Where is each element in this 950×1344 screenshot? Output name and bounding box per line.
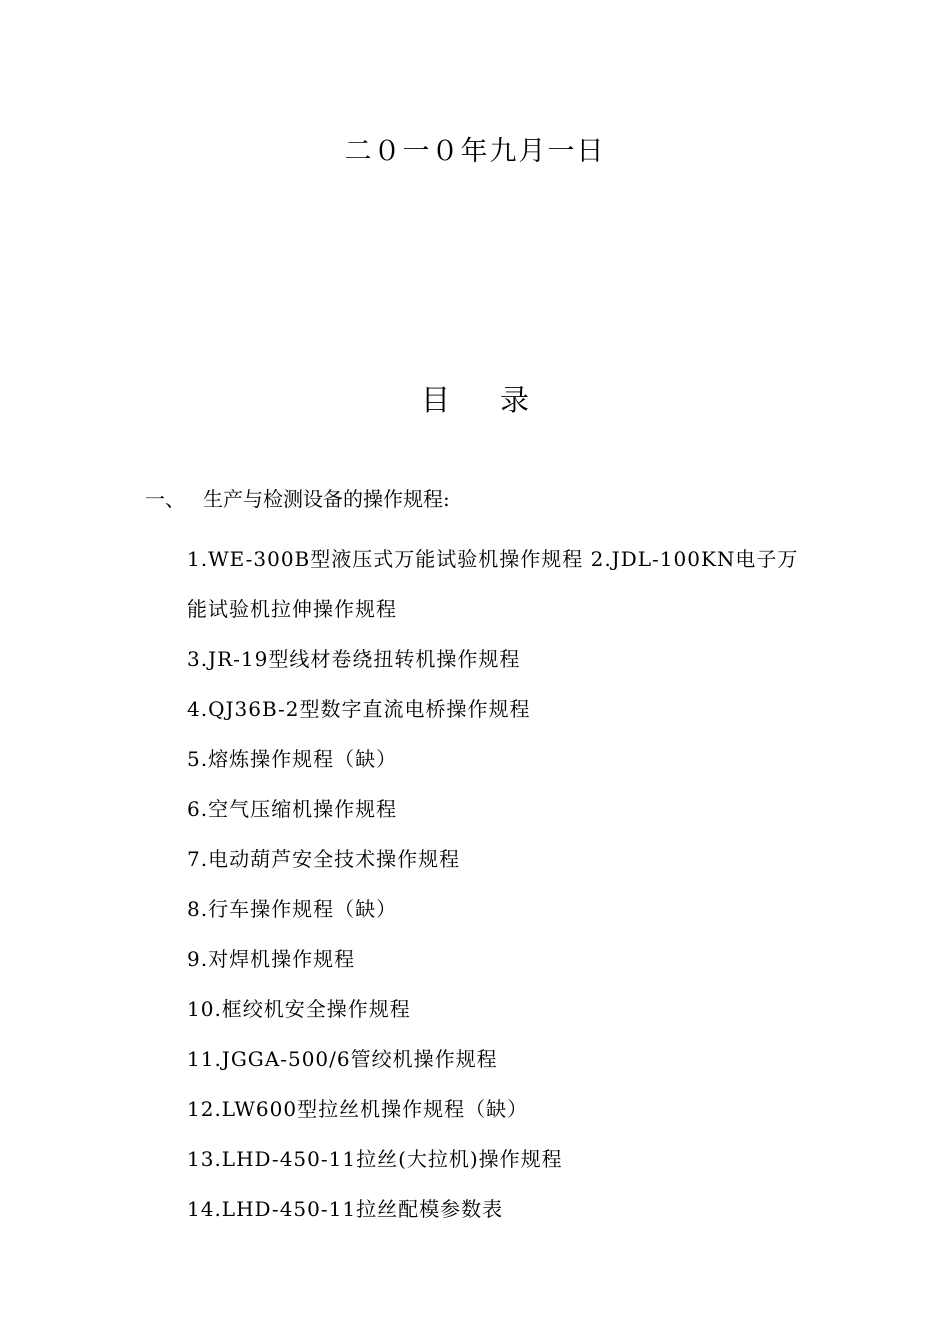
toc-item: 10.框绞机安全操作规程 (187, 997, 411, 1021)
toc-item: 7.电动葫芦安全技术操作规程 (187, 847, 461, 871)
toc-item: 6.空气压缩机操作规程 (187, 797, 398, 821)
toc-item: 14.LHD-450-11拉丝配模参数表 (187, 1197, 504, 1221)
section-title: 生产与检测设备的操作规程: (203, 487, 450, 511)
document-date: 二０一０年九月一日 (344, 136, 606, 167)
toc-item: 4.QJ36B-2型数字直流电桥操作规程 (187, 697, 531, 721)
toc-item: 5.熔炼操作规程（缺） (187, 747, 398, 771)
toc-item-list (187, 534, 817, 1234)
toc-item: 9.对焊机操作规程 (187, 947, 356, 971)
toc-title (0, 380, 950, 420)
toc-title-char-2: 录 (500, 383, 530, 417)
toc-item: 12.LW600型拉丝机操作规程（缺） (187, 1097, 529, 1121)
toc-item: 8.行车操作规程（缺） (187, 897, 398, 921)
toc-title-char-1: 目 (420, 383, 450, 417)
toc-item: 11.JGGA-500/6管绞机操作规程 (187, 1047, 498, 1071)
toc-item: 1.WE-300B型液压式万能试验机操作规程 2.JDL-100KN电子万能试验机拉伸操作规程 (187, 547, 799, 621)
section-number: 一、 (145, 487, 185, 511)
toc-section-heading (145, 484, 450, 514)
toc-item: 13.LHD-450-11拉丝(大拉机)操作规程 (187, 1147, 563, 1171)
toc-item: 3.JR-19型线材卷绕扭转机操作规程 (187, 647, 521, 671)
